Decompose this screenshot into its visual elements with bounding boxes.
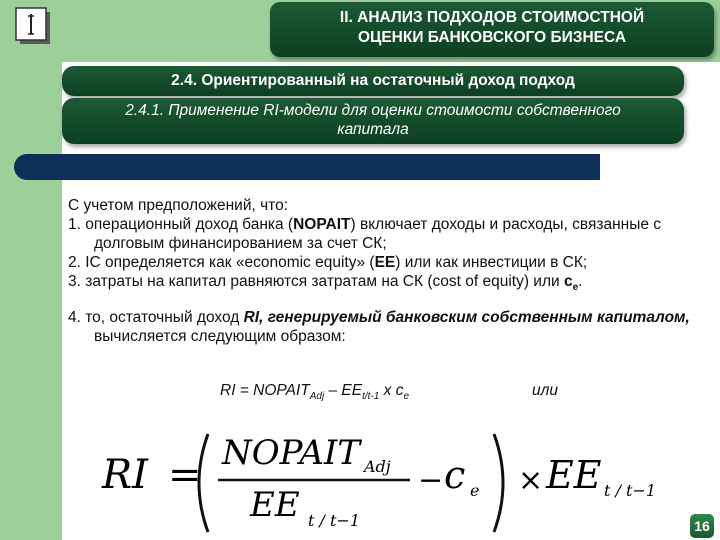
list-item-3: 3. затраты на капитал равняются затратам на СК (cost of equity) или $c_e$. [68,273,583,294]
list-item-4: 4. то, остаточный доход RI, генерируемый банковским собственным капиталом, вычисляется следующим образом: [68,309,690,346]
formula-ee-sub: t / t−1 [604,481,657,500]
subheading-line-2: капитала [337,121,409,138]
section-heading: 2.4. Ориентированный на остаточный доход подход [62,66,684,96]
body-text [68,196,708,346]
formula-times: × [518,463,544,498]
left-green-strip [0,0,62,540]
subheading-line-1: 2.4.1. Применение RI-модели для оценки стоимости собственного [125,102,621,119]
title-line-2: ОЦЕНКИ БАНКОВСКОГО БИЗНЕСА [357,29,627,46]
formula-ee: EE [546,453,602,497]
formula-equals: = [168,452,202,498]
right-paren [494,434,503,532]
list-item-1: 1. операционный доход банка (NOPAIT) включает доходы и расходы, связанные с долговым финансированием за счет СК; [68,216,662,252]
formula-ce-sub: e [470,481,480,500]
formula-numerator-sub: Adj [364,457,391,476]
formula-numerator: NOPAIT [222,433,361,473]
document-icon [14,6,54,46]
inline-formula: RI = $NOPAIT_{Adj} - EE_{t/t-1}$ х $с_e$ [220,382,410,403]
page-number: 16 [690,514,714,538]
formula-minus: − [418,463,444,498]
formula-denominator-sub: t / t−1 [308,511,361,530]
section-subheading [62,98,684,144]
formula-ce: c [444,453,466,497]
ri-formula [100,428,700,538]
formula-lhs: RI [102,452,148,498]
list-item-2: 2. IC определяется как «economic equity» (EE) или как инвестиции в СК; [68,254,588,271]
title-line-1: II. АНАЛИЗ ПОДХОДОВ СТОИМОСТНОЙ [339,9,645,26]
left-paren [199,434,208,532]
formula-denominator: EE [250,485,300,525]
page-title [270,2,714,57]
navy-divider-bar [14,154,600,180]
or-label: или [532,382,558,399]
intro-text: С учетом предположений, что: [68,197,289,214]
